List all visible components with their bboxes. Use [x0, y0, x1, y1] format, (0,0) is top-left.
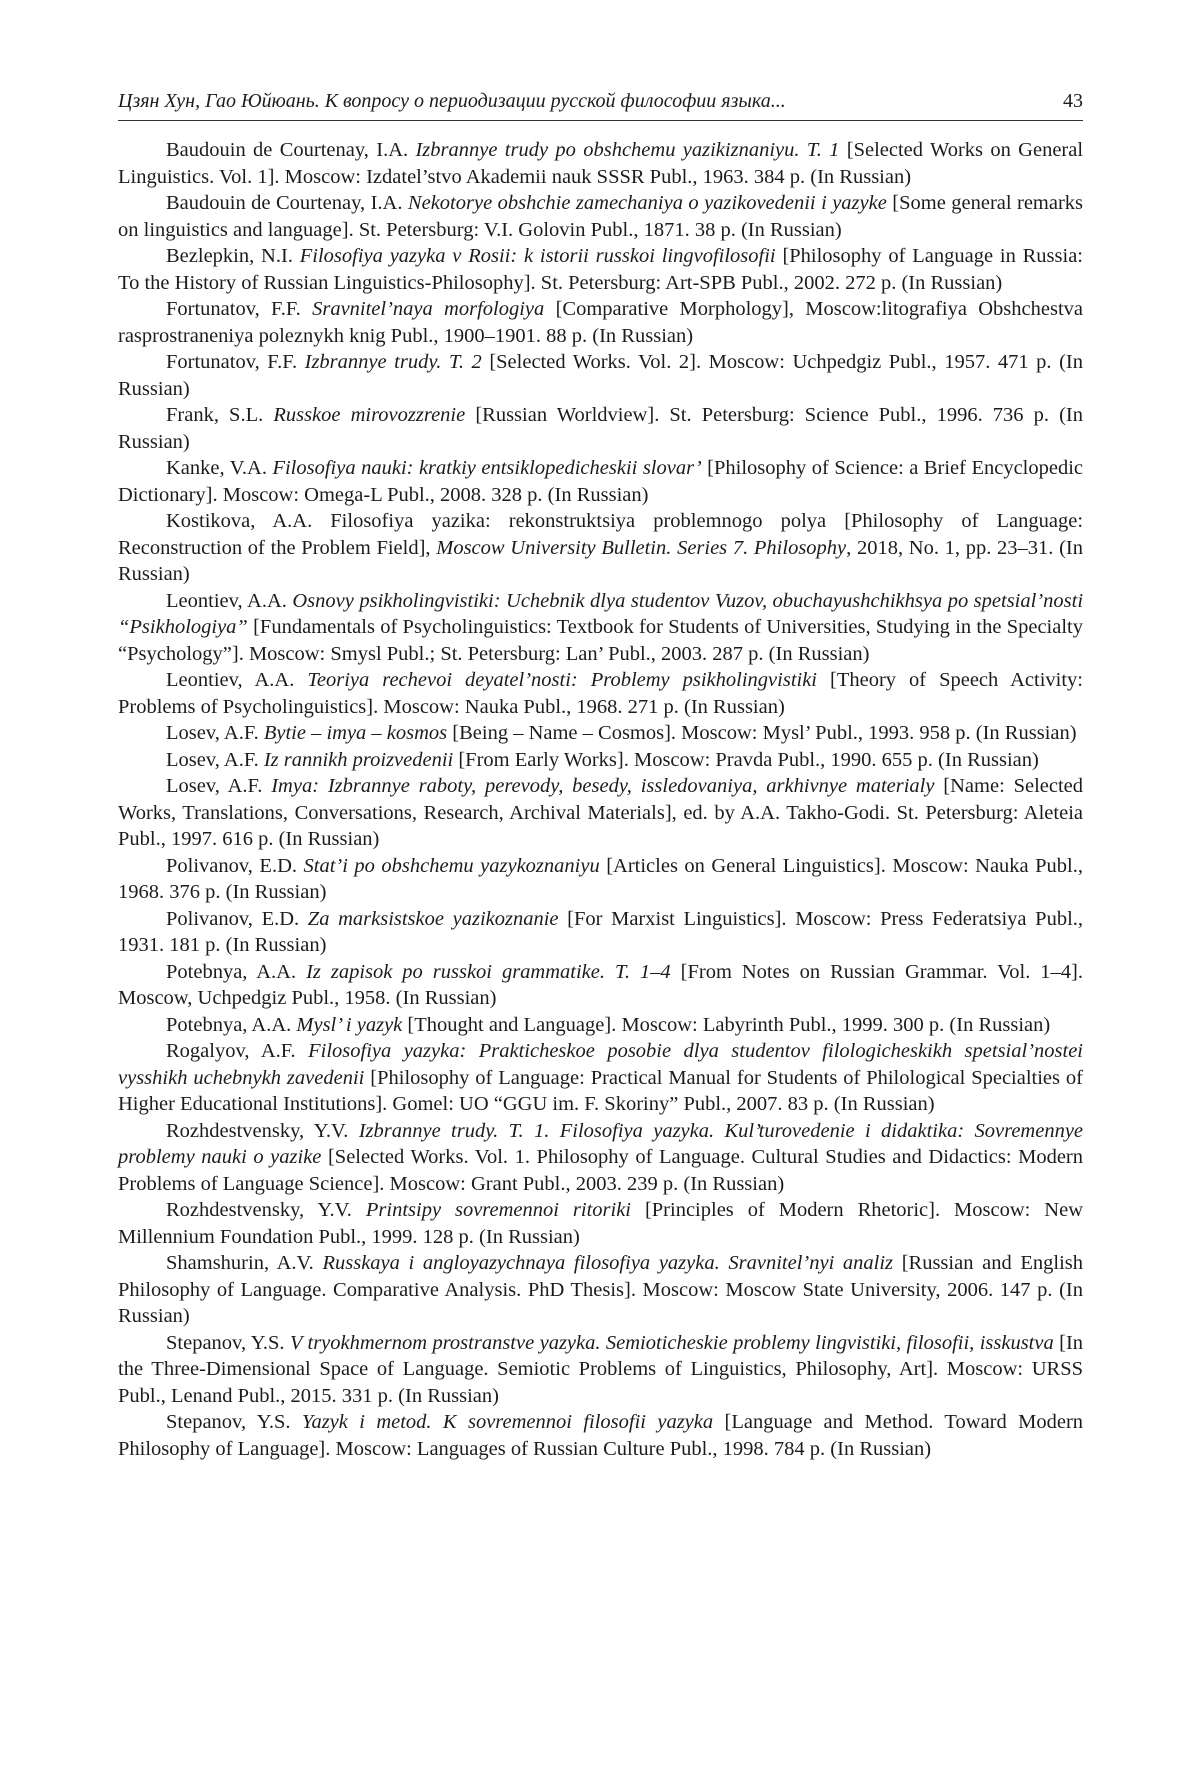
reference-details: [Principles of Modern Rhetoric]. Moscow: New Millennium Foundation Publ., 1999. 128 p. (In Russian) [118, 1199, 1084, 1248]
reference-title: V tryokhmernom prostranstve yazyka. Semioticheskie problemy lingvistiki, filosofii, isskustva [289, 1331, 1054, 1354]
reference-title: Teoriya rechevoi deyatel’nosti: Problemy psikholingvistiki [307, 669, 818, 691]
reference-title: Osnovy psikholingvistiki: Uchebnik dlya studentov Vuzov, obuchayushchikhsya po spetsial’nosti “Psikhologiya” [118, 589, 1084, 638]
reference-title: Filosofiya yazyka v Rosii: k istorii russkoi lingvofilosofii [299, 245, 776, 267]
reference-article-title: Filosofiya yazika: rekonstruktsiya problemnogo polya [Philosophy of Language: Reconstruction of the Problem Field], [118, 510, 1084, 559]
reference-details: [From Notes on Russian Grammar. Vol. 1–4]. Moscow, Uchpedgiz Publ., 1958. (In Russian) [118, 960, 1084, 1009]
reference-entry [118, 959, 1083, 1012]
reference-title: Nekotorye obshchie zamechaniya o yazikovedenii i yazyke [407, 192, 887, 214]
reference-entry [118, 296, 1083, 349]
reference-details: [Comparative Morphology], Moscow:litografiya Obshchestva rasprostraneniya poleznykh knig Publ., 1900–1901. 88 p. (In Russian) [118, 298, 1084, 347]
reference-title: Filosofiya nauki: kratkiy entsiklopedicheskii slovar’ [272, 457, 702, 479]
reference-author: Stepanov, Y.S. [166, 1331, 285, 1354]
reference-entry [118, 1012, 1083, 1039]
reference-entry [118, 720, 1083, 747]
reference-title: Mysl’ i yazyk [296, 1013, 403, 1036]
reference-author: Fortunatov, F.F. [166, 351, 298, 373]
reference-title: Printsipy sovremennoi ritoriki [365, 1199, 631, 1221]
reference-details: [Language and Method. Toward Modern Philosophy of Language]. Moscow: Languages of Russian Culture Publ., 1998. 784 p. (In Russian) [118, 1411, 1084, 1460]
reference-details: [Theory of Speech Activity: Problems of Psycholinguistics]. Moscow: Nauka Publ., 1968. 271 p. (In Russian) [118, 669, 1083, 718]
reference-details: [For Marxist Linguistics]. Moscow: Press Federatsiya Publ., 1931. 181 p. (In Russian) [118, 907, 1084, 956]
reference-title: Russkoe mirovozzrenie [273, 404, 466, 426]
reference-author: Shamshurin, A.V. [166, 1252, 314, 1274]
reference-list [118, 137, 1083, 1462]
reference-details: [Selected Works. Vol. 1. Philosophy of Language. Cultural Studies and Didactics: Modern Problems of Language Science]. Moscow: Grant Publ., 2003. 239 p. (In Russian) [118, 1146, 1084, 1195]
reference-details: [Some general remarks on linguistics and language]. St. Petersburg: V.I. Golovin Publ., 1871. 38 p. (In Russian) [118, 192, 1084, 241]
reference-entry [118, 508, 1083, 588]
reference-entry [118, 667, 1083, 720]
reference-author: Kanke, V.A. [166, 457, 267, 479]
reference-title: Iz zapisok po russkoi grammatike. T. 1–4 [306, 960, 671, 983]
reference-details: [Thought and Language]. Moscow: Labyrinth Publ., 1999. 300 p. (In Russian) [407, 1013, 1051, 1036]
page-number: 43 [1063, 90, 1083, 112]
reference-details: [Articles on General Linguistics]. Moscow: Nauka Publ., 1968. 376 p. (In Russian) [118, 854, 1083, 903]
running-header [118, 88, 1083, 121]
reference-author: Rogalyov, A.F. [166, 1040, 296, 1062]
reference-details: [From Early Works]. Moscow: Pravda Publ., 1990. 655 p. (In Russian) [458, 748, 1039, 771]
running-title: Цзян Хун, Гао Юйюань. К вопросу о периодизации русской философии языка... [118, 90, 786, 112]
reference-details: [Philosophy of Science: a Brief Encyclopedic Dictionary]. Moscow: Omega-L Publ., 2008. 328 p. (In Russian) [118, 457, 1084, 506]
reference-author: Leontiev, A.A. [166, 589, 287, 612]
reference-title: Bytie – imya – kosmos [263, 722, 448, 744]
reference-title: Iz rannikh proizvedenii [263, 748, 454, 771]
reference-entry [118, 773, 1083, 853]
reference-author: Baudouin de Courtenay, I.A. [166, 139, 409, 161]
reference-entry [118, 1118, 1083, 1198]
reference-details: [Russian and English Philosophy of Language. Comparative Analysis. PhD Thesis]. Moscow: Moscow State University, 2006. 147 p. (In Russian) [118, 1252, 1084, 1327]
reference-details: [Being – Name – Cosmos]. Moscow: Mysl’ Publ., 1993. 958 p. (In Russian) [452, 722, 1077, 744]
reference-author: Polivanov, E.D. [166, 907, 300, 930]
reference-title: Za marksistskoe yazikoznanie [307, 907, 559, 930]
reference-entry [118, 1197, 1083, 1250]
reference-details: [Selected Works on General Linguistics. Vol. 1]. Moscow: Izdatel’stvo Akademii nauk SSSR Publ., 1963. 384 p. (In Russian) [118, 139, 1084, 188]
reference-title: Izbrannye trudy. T. 1. Filosofiya yazyka. Kul’turovedenie i didaktika: Sovremennye problemy nauki o yazike [118, 1119, 1084, 1168]
reference-details: [Selected Works. Vol. 2]. Moscow: Uchpedgiz Publ., 1957. 471 p. (In Russian) [118, 351, 1083, 400]
reference-entry [118, 190, 1083, 243]
reference-details: [In the Three-Dimensional Space of Language. Semiotic Problems of Linguistics, Philosophy, Art]. Moscow: URSS Publ., Lenand Publ., 2015. 331 p. (In Russian) [118, 1331, 1084, 1407]
reference-author: Frank, S.L. [166, 404, 264, 426]
reference-details: [Philosophy of Language in Russia: To the History of Russian Linguistics-Philosophy]. St. Petersburg: Art-SPB Publ., 2002. 272 p. (In Russian) [118, 245, 1083, 294]
reference-author: Stepanov, Y.S. [166, 1411, 291, 1433]
reference-author: Rozhdestvensky, Y.V. [166, 1119, 349, 1142]
reference-author: Losev, A.F. [166, 722, 259, 744]
reference-details: [Name: Selected Works, Translations, Conversations, Research, Archival Materials], ed. by A.A. Takho-Godi. St. Petersburg: Aleteia Publ., 1997. 616 p. (In Russian) [118, 775, 1084, 850]
reference-entry [118, 455, 1083, 508]
reference-details: [Fundamentals of Psycholinguistics: Textbook for Students of Universities, Studying in the Specialty “Psychology”]. Moscow: Smysl Publ.; St. Petersburg: Lan’ Publ., 2003. 287 p. (In Russian) [118, 616, 1083, 665]
reference-entry [118, 588, 1083, 668]
reference-entry [118, 747, 1083, 774]
reference-details: [Philosophy of Language: Practical Manual for Students of Philological Specialties of Higher Educational Institutions]. Gomel: UO “GGU im. F. Skoriny” Publ., 2007. 83 p. (In Russian) [118, 1066, 1084, 1115]
reference-author: Rozhdestvensky, Y.V. [166, 1199, 352, 1221]
reference-author: Potebnya, A.A. [166, 960, 297, 983]
reference-entry [118, 853, 1083, 906]
reference-details: [Russian Worldview]. St. Petersburg: Science Publ., 1996. 736 p. (In Russian) [118, 404, 1084, 453]
reference-title: Imya: Izbrannye raboty, perevody, besedy, issledovaniya, arkhivnye materialy [271, 775, 935, 797]
reference-author: Losev, A.F. [166, 775, 263, 797]
reference-entry [118, 349, 1083, 402]
reference-title: Yazyk i metod. K sovremennoi filosofii yazyka [301, 1411, 714, 1433]
reference-title: Filosofiya yazyka: Prakticheskoe posobie dlya studentov filologicheskikh spetsial’nostei vysshikh uchebnykh zavedenii [118, 1040, 1083, 1089]
reference-entry [118, 137, 1083, 190]
reference-title: Moscow University Bulletin. Series 7. Philosophy [436, 536, 847, 559]
reference-title: Russkaya i angloyazychnaya filosofiya yazyka. Sravnitel’nyi analiz [322, 1252, 894, 1274]
reference-entry [118, 906, 1083, 959]
reference-entry [118, 243, 1083, 296]
reference-entry [118, 1038, 1083, 1118]
reference-title: Izbrannye trudy po obshchemu yazikiznaniyu. T. 1 [415, 139, 840, 161]
reference-author: Polivanov, E.D. [166, 854, 298, 877]
reference-title: Sravnitel’naya morfologiya [312, 298, 545, 320]
reference-author: Kostikova, A.A. [166, 510, 313, 532]
page [118, 88, 1083, 1462]
reference-author: Leontiev, A.A. [166, 669, 295, 691]
reference-details: , 2018, No. 1, pp. 23–31. (In Russian) [118, 536, 1083, 585]
reference-entry [118, 1330, 1083, 1410]
reference-author: Losev, A.F. [166, 748, 259, 771]
reference-entry [118, 402, 1083, 455]
reference-author: Potebnya, A.A. [166, 1013, 292, 1036]
reference-author: Baudouin de Courtenay, I.A. [166, 192, 403, 214]
reference-author: Bezlepkin, N.I. [166, 245, 293, 267]
reference-title: Stat’i po obshchemu yazykoznaniyu [303, 854, 600, 877]
reference-author: Fortunatov, F.F. [166, 298, 301, 320]
reference-entry [118, 1409, 1083, 1462]
reference-entry [118, 1250, 1083, 1330]
reference-title: Izbrannye trudy. T. 2 [304, 351, 482, 373]
